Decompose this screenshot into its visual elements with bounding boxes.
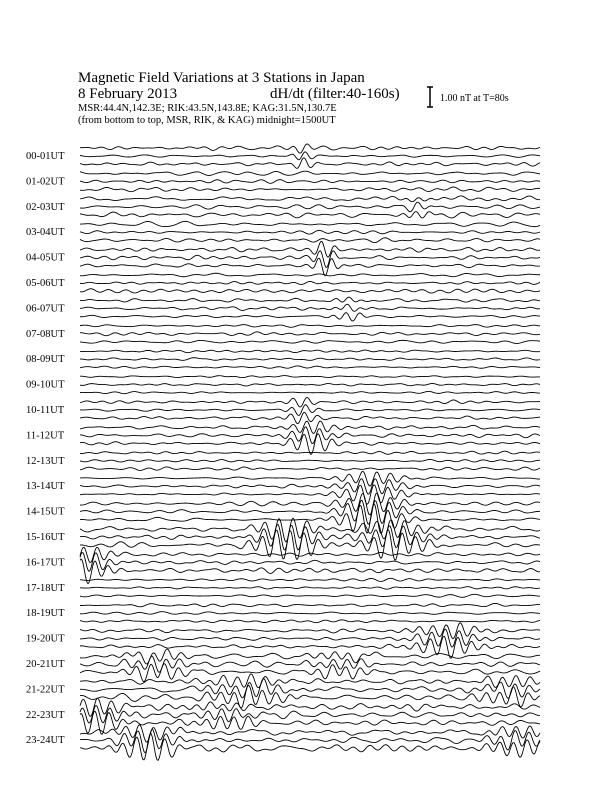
trace-KAG-10-11UT (80, 397, 540, 407)
trace-KAG-13-14UT (80, 471, 540, 486)
trace-MSR-14-15UT (80, 504, 540, 534)
hour-label-02-03UT: 02-03UT (26, 201, 65, 213)
trace-KAG-21-22UT (80, 674, 540, 688)
trace-MSR-12-13UT (80, 467, 540, 471)
trace-MSR-08-09UT (80, 366, 540, 368)
hour-label-03-04UT: 03-04UT (26, 227, 65, 239)
trace-MSR-18-19UT (80, 620, 540, 623)
trace-MSR-10-11UT (80, 412, 540, 423)
trace-RIK-11-12UT (80, 427, 540, 444)
hour-label-22-23UT: 22-23UT (26, 709, 65, 721)
trace-RIK-00-01UT (80, 152, 540, 160)
hour-label-06-07UT: 06-07UT (26, 303, 65, 315)
trace-MSR-13-14UT (80, 485, 540, 504)
hour-label-20-21UT: 20-21UT (26, 659, 65, 670)
hour-label-04-05UT: 04-05UT (26, 252, 65, 264)
hour-label-09-10UT: 09-10UT (26, 379, 65, 391)
trace-KAG-07-08UT (80, 325, 540, 328)
trace-RIK-23-24UT (80, 729, 540, 752)
trace-KAG-08-09UT (80, 350, 540, 353)
trace-KAG-15-16UT (80, 518, 540, 542)
trace-MSR-02-03UT (80, 212, 540, 218)
trace-MSR-03-04UT (80, 238, 540, 243)
hour-label-14-15UT: 14-15UT (26, 506, 65, 518)
trace-RIK-08-09UT (80, 358, 540, 361)
scale-bar-label: 1.00 nT at T=80s (440, 93, 509, 104)
hour-label-07-08UT: 07-08UT (26, 328, 65, 340)
trace-KAG-18-19UT (80, 603, 540, 606)
hour-label-19-20UT: 19-20UT (26, 633, 65, 645)
trace-KAG-01-02UT (80, 171, 540, 175)
hour-label-08-09UT: 08-09UT (26, 354, 65, 366)
trace-RIK-10-11UT (80, 405, 540, 416)
trace-RIK-05-06UT (80, 281, 540, 284)
station-order-note: (from bottom to top, MSR, RIK, & KAG) midnight=1500UT (78, 115, 336, 126)
trace-RIK-04-05UT (80, 251, 540, 268)
trace-MSR-23-24UT (80, 734, 540, 761)
hour-label-12-13UT: 12-13UT (26, 455, 65, 467)
trace-KAG-06-07UT (80, 297, 540, 302)
trace-MSR-20-21UT (80, 664, 540, 682)
trace-RIK-20-21UT (80, 656, 540, 672)
hour-label-23-24UT: 23-24UT (26, 735, 65, 747)
trace-MSR-01-02UT (80, 187, 540, 192)
hour-label-01-02UT: 01-02UT (26, 176, 65, 188)
trace-MSR-09-10UT (80, 391, 540, 393)
chart-date: 8 February 2013 (78, 86, 178, 102)
trace-KAG-02-03UT (80, 196, 540, 202)
trace-MSR-07-08UT (80, 340, 540, 343)
trace-RIK-01-02UT (80, 180, 540, 184)
trace-RIK-15-16UT (80, 524, 540, 549)
trace-RIK-03-04UT (80, 230, 540, 234)
trace-KAG-03-04UT (80, 221, 540, 226)
trace-KAG-22-23UT (80, 698, 540, 716)
trace-RIK-07-08UT (80, 332, 540, 336)
hour-label-18-19UT: 18-19UT (26, 608, 65, 620)
trace-RIK-17-18UT (80, 587, 540, 589)
trace-MSR-22-23UT (80, 711, 540, 734)
trace-KAG-11-12UT (80, 421, 540, 433)
chart-title: Magnetic Field Variations at 3 Stations in Japan (78, 70, 365, 86)
hour-label-13-14UT: 13-14UT (26, 481, 65, 493)
trace-MSR-04-05UT (80, 258, 540, 276)
trace-RIK-13-14UT (80, 479, 540, 494)
trace-MSR-06-07UT (80, 313, 540, 321)
station-coordinates: MSR:44.4N,142.3E; RIK:43.5N,143.8E; KAG:31.5N,130.7E (78, 103, 337, 114)
trace-KAG-00-01UT (80, 144, 540, 153)
trace-MSR-00-01UT (80, 158, 540, 169)
hour-label-16-17UT: 16-17UT (26, 557, 65, 569)
trace-RIK-12-13UT (80, 459, 540, 462)
trace-KAG-17-18UT (80, 578, 540, 581)
trace-KAG-09-10UT (80, 376, 540, 378)
hour-label-05-06UT: 05-06UT (26, 278, 65, 289)
trace-KAG-05-06UT (80, 273, 540, 277)
trace-RIK-09-10UT (80, 384, 540, 386)
hour-label-15-16UT: 15-16UT (26, 532, 65, 543)
hour-label-10-11UT: 10-11UT (26, 405, 65, 416)
hour-label-11-12UT: 11-12UT (26, 430, 65, 442)
trace-RIK-18-19UT (80, 612, 540, 615)
hour-label-17-18UT: 17-18UT (26, 582, 65, 594)
chart-filter: dH/dt (filter:40-160s) (270, 86, 400, 102)
hour-label-00-01UT: 00-01UT (26, 151, 65, 162)
hour-label-21-22UT: 21-22UT (26, 684, 65, 696)
trace-KAG-04-05UT (80, 241, 540, 257)
trace-MSR-17-18UT (80, 594, 540, 597)
trace-RIK-06-07UT (80, 304, 540, 311)
trace-RIK-02-03UT (80, 202, 540, 212)
trace-MSR-05-06UT (80, 289, 540, 293)
